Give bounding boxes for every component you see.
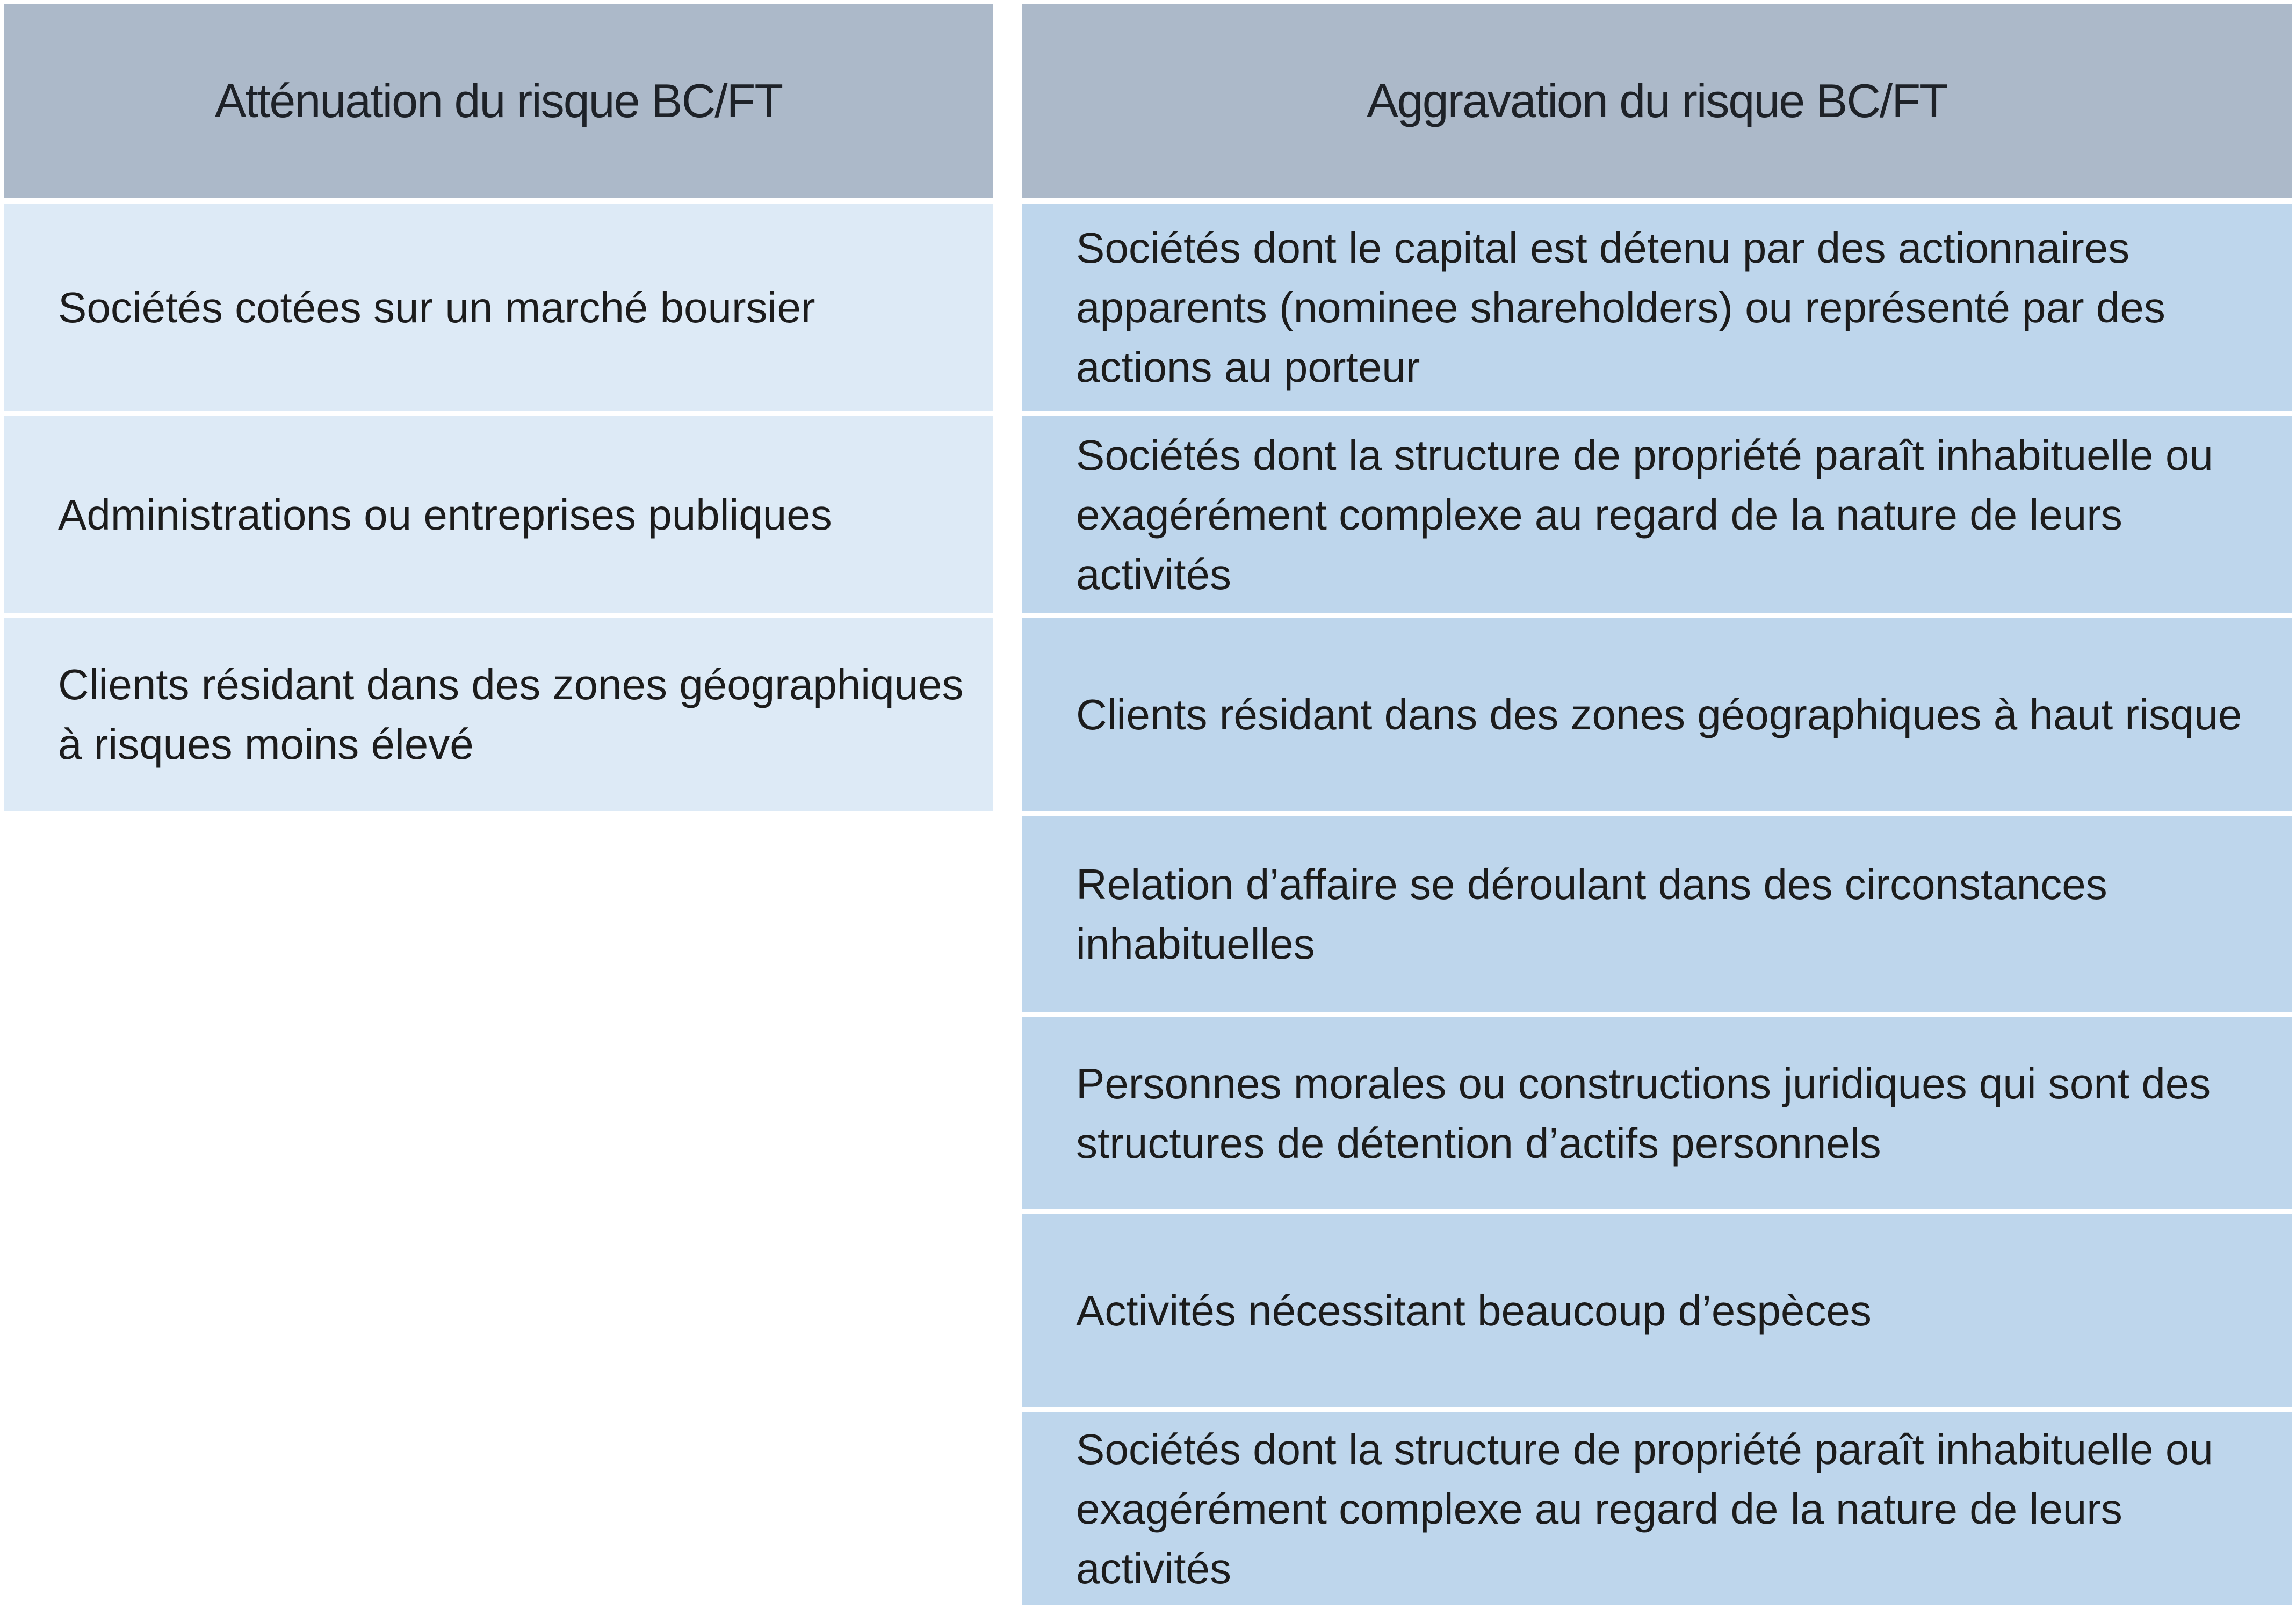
aggravation-row: Personnes morales ou constructions juridiques qui sont des structures de détention d’actifs personnels <box>1022 1017 2292 1209</box>
mitigation-row: Clients résidant dans des zones géographiques à risques moins élevé <box>4 618 993 811</box>
mitigation-row: Administrations ou entreprises publiques <box>4 416 993 613</box>
aggravation-row: Sociétés dont le capital est détenu par des actionnaires apparents (nominee shareholders) ou représenté par des actions au porteur <box>1022 204 2292 411</box>
aggravation-row: Sociétés dont la structure de propriété paraît inhabituelle ou exagérément complexe au regard de la nature de leurs activités <box>1022 1412 2292 1605</box>
aggravation-row: Clients résidant dans des zones géographiques à haut risque <box>1022 618 2292 811</box>
mitigation-header: Atténuation du risque BC/FT <box>4 4 993 198</box>
aggravation-row: Sociétés dont la structure de propriété paraît inhabituelle ou exagérément complexe au regard de la nature de leurs activités <box>1022 416 2292 613</box>
mitigation-row: Sociétés cotées sur un marché boursier <box>4 204 993 411</box>
aggravation-row: Activités nécessitant beaucoup d’espèces <box>1022 1214 2292 1407</box>
aggravation-header: Aggravation du risque BC/FT <box>1022 4 2292 198</box>
aggravation-row: Relation d’affaire se déroulant dans des circonstances inhabituelles <box>1022 816 2292 1012</box>
